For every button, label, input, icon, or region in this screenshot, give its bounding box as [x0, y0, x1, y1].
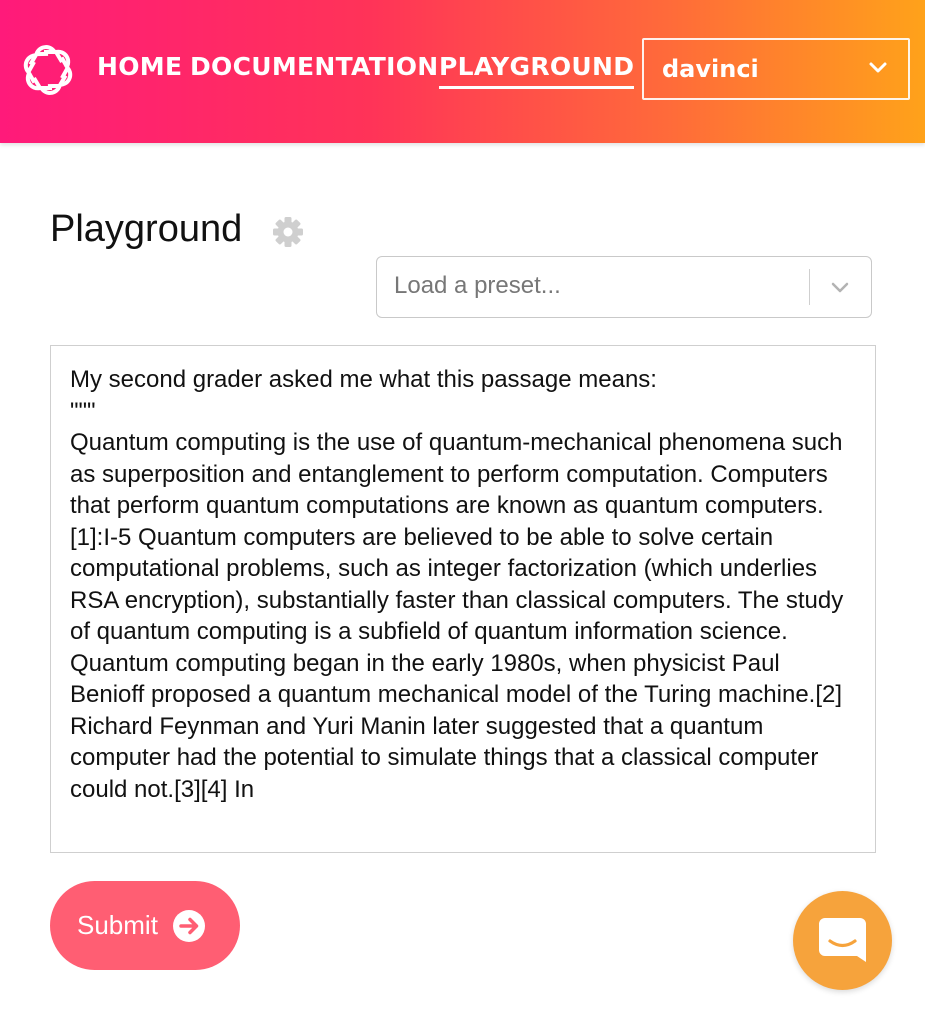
- engine-select-value: davinci: [662, 55, 759, 83]
- nav-link-playground[interactable]: PLAYGROUND: [439, 52, 634, 89]
- chat-launcher-button[interactable]: [793, 891, 892, 990]
- chat-icon: [817, 916, 868, 964]
- chevron-down-icon: [868, 61, 888, 75]
- top-nav-bar: [0, 0, 925, 143]
- preset-select-divider: [809, 269, 810, 305]
- arrow-right-circle-icon: [172, 909, 206, 943]
- prompt-textarea[interactable]: [50, 345, 876, 853]
- engine-select[interactable]: [642, 38, 910, 100]
- submit-label: Submit: [77, 910, 158, 940]
- page-title: Playground: [50, 208, 243, 250]
- gear-icon[interactable]: [272, 216, 304, 248]
- preset-select[interactable]: [376, 256, 872, 318]
- preset-select-placeholder: Load a preset...: [394, 272, 561, 299]
- nav-link-documentation[interactable]: DOCUMENTATION: [190, 52, 439, 81]
- prompt-text: My second grader asked me what this passage means: """ Quantum computing is the use of quantum-mechanical phenomena such as superposition and entanglement to perform computation. Computers that perform quantum computations are known as quantum computers.[1]:I-5 Quantum computers are believed to be able to solve certain computational problems, such as integer factorization (which underlies RSA encryption), substantially faster than classical computers. The study of quantum computing is a subfield of quantum information science. Quantum computing began in the early 1980s, when physicist Paul Benioff proposed a quantum mechanical model of the Turing machine.[2] Richard Feynman and Yuri Manin later suggested that a quantum computer had the potential to simulate things that a classical computer could not.[3][4] In: [70, 366, 844, 803]
- submit-button[interactable]: [50, 881, 240, 970]
- chevron-down-icon[interactable]: [830, 281, 850, 295]
- openai-logo-icon[interactable]: [22, 44, 74, 96]
- nav-link-home[interactable]: HOME: [97, 52, 183, 81]
